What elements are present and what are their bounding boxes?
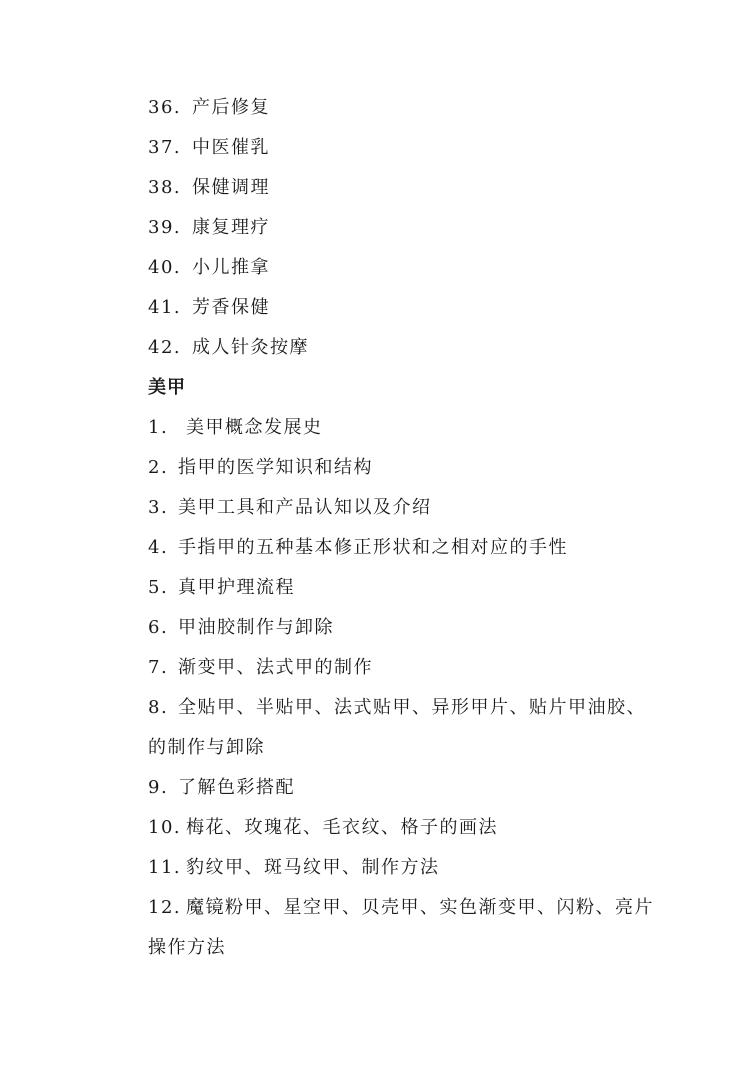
list-item [148,448,668,488]
list-item-continuation: 操作方法 [148,937,226,958]
list-item [148,528,668,568]
item-number: 37. [148,137,182,158]
item-text: 真甲护理流程 [178,577,295,598]
list-item [148,568,668,608]
item-text: 美甲概念发展史 [186,417,323,438]
item-text: 豹纹甲、斑马纹甲、制作方法 [186,857,440,878]
list-item [148,688,668,728]
item-text: 甲油胶制作与卸除 [178,617,334,638]
item-text: 梅花、玫瑰花、毛衣纹、格子的画法 [186,817,498,838]
list-item-continuation: 的制作与卸除 [148,737,265,758]
list-item [148,848,668,888]
item-number: 8. [148,697,169,718]
item-number: 12. [148,897,182,918]
item-text: 康复理疗 [192,217,270,238]
item-text: 小儿推拿 [192,257,270,278]
list-item [148,808,668,848]
item-number: 11. [148,857,182,878]
item-number: 5. [148,577,169,598]
item-number: 41. [148,297,182,318]
item-number: 40. [148,257,182,278]
item-text: 芳香保健 [192,297,270,318]
item-number: 42. [148,337,182,358]
item-number: 7. [148,657,169,678]
item-text: 指甲的医学知识和结构 [178,457,373,478]
item-text: 魔镜粉甲、星空甲、贝壳甲、实色渐变甲、闪粉、亮片 [186,897,654,918]
item-text: 成人针灸按摩 [192,337,309,358]
item-number: 36. [148,97,182,118]
item-number: 6. [148,617,169,638]
section-heading: 美甲 [148,377,186,398]
item-number: 10. [148,817,182,838]
item-text: 产后修复 [192,97,270,118]
item-number: 2. [148,457,169,478]
item-number: 9. [148,777,169,798]
item-number: 3. [148,497,169,518]
course-list [148,88,668,968]
list-item [148,88,668,128]
item-number: 39. [148,217,182,238]
list-item [148,288,668,328]
item-number: 38. [148,177,182,198]
item-text: 手指甲的五种基本修正形状和之相对应的手性 [178,537,568,558]
list-item [148,768,668,808]
list-item [148,208,668,248]
item-number: 4. [148,537,169,558]
item-text: 保健调理 [192,177,270,198]
list-item [148,488,668,528]
item-text: 渐变甲、法式甲的制作 [178,657,373,678]
list-item [148,888,668,928]
list-item [148,168,668,208]
list-item [148,248,668,288]
item-number: 1. [148,417,169,438]
item-text: 中医催乳 [192,137,270,158]
list-item [148,408,668,448]
list-item [148,608,668,648]
list-item [148,328,668,368]
item-text: 美甲工具和产品认知以及介绍 [178,497,432,518]
list-item [148,128,668,168]
item-text: 全贴甲、半贴甲、法式贴甲、异形甲片、贴片甲油胶、 [178,697,646,718]
list-item [148,648,668,688]
item-text: 了解色彩搭配 [178,777,295,798]
